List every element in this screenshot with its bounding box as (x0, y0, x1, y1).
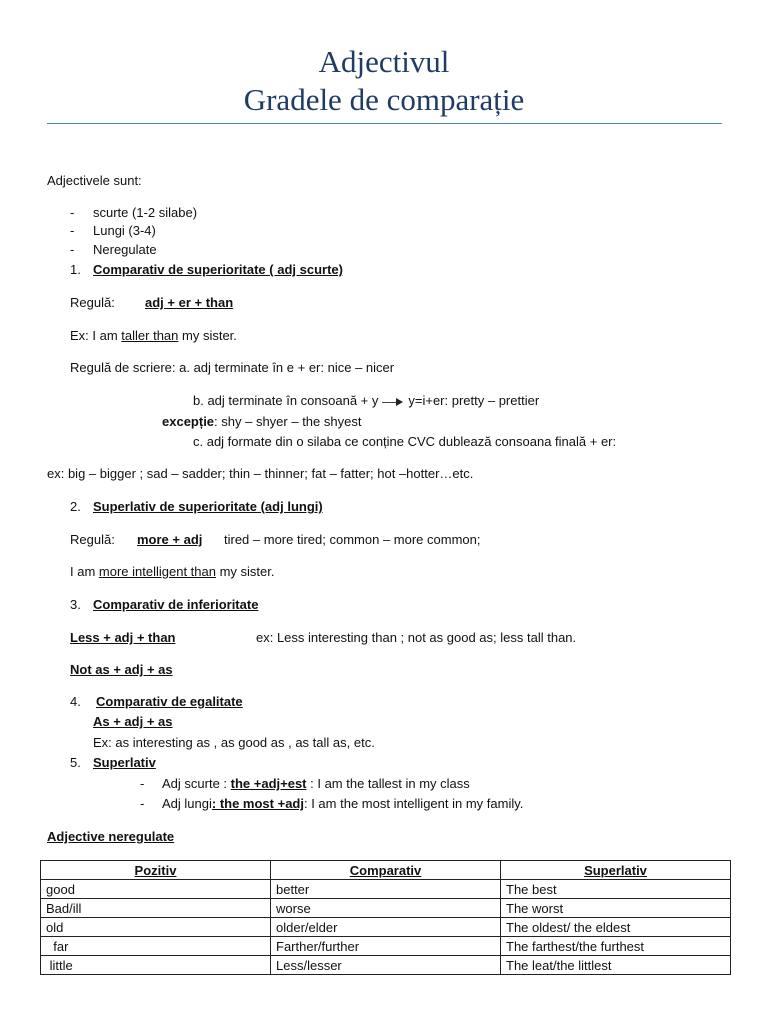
table-header-row (41, 861, 731, 880)
intro-text: Adjectivele sunt: (47, 173, 142, 188)
example-words: Ex: as interesting as , as good as , as tall as, etc. (93, 735, 375, 750)
rule-label: Regulă: (70, 532, 115, 547)
list-bullet: - (70, 205, 75, 220)
list-bullet: - (140, 776, 145, 791)
table-title: Adjective neregulate (47, 829, 175, 844)
section-heading: Comparativ de egalitate (96, 694, 243, 709)
list-item: Adj lungi: the most +adj: I am the most intelligent in my family. (162, 796, 524, 811)
irregular-adjectives-table (40, 860, 731, 975)
example-words: tired – more tired; common – more common; (224, 532, 481, 547)
table-cell: good (41, 880, 271, 899)
rule-formula: Less + adj + than (70, 630, 176, 645)
spelling-rule-b: b. adj terminate în consoană + y y=i+er: pretty – prettier (193, 393, 540, 408)
table-row (41, 937, 731, 956)
spelling-rule-c: c. adj formate din o silaba ce conține CVC dublează consoana finală + er: (193, 434, 617, 449)
section-number: 5. (70, 755, 81, 770)
section-heading: Superlativ de superioritate (adj lungi) (93, 499, 323, 514)
table-cell: The best (501, 880, 731, 899)
section-number: 4. (70, 694, 81, 709)
list-bullet: - (70, 223, 75, 238)
table-cell: old (41, 918, 271, 937)
arrow-right-icon (382, 397, 404, 407)
list-bullet: - (70, 242, 75, 257)
table-cell: Bad/ill (41, 899, 271, 918)
example-sentence: I am more intelligent than my sister. (70, 564, 275, 579)
rule-label: Regulă: (70, 295, 115, 310)
table-cell: older/elder (271, 918, 501, 937)
section-heading: Comparativ de superioritate ( adj scurte) (93, 262, 343, 277)
exception-note: excepție: shy – shyer – the shyest (162, 414, 362, 429)
section-number: 1. (70, 262, 81, 277)
section-number: 2. (70, 499, 81, 514)
title-divider (47, 123, 722, 124)
rule-formula: As + adj + as (93, 714, 173, 729)
rule-formula: adj + er + than (145, 295, 234, 310)
section-heading: Comparativ de inferioritate (93, 597, 259, 612)
table-cell: The oldest/ the eldest (501, 918, 731, 937)
section-heading: Superlativ (93, 755, 156, 770)
table-row (41, 918, 731, 937)
table-cell: far (41, 937, 271, 956)
table-cell: The leat/the littlest (501, 956, 731, 975)
column-header: Comparativ (271, 861, 501, 880)
table-cell: The worst (501, 899, 731, 918)
section-number: 3. (70, 597, 81, 612)
table-cell: The farthest/the furthest (501, 937, 731, 956)
list-bullet: - (140, 796, 145, 811)
table-cell: Less/lesser (271, 956, 501, 975)
rule-formula: Not as + adj + as (70, 662, 173, 677)
list-item: Neregulate (93, 242, 157, 257)
example-words: ex: Less interesting than ; not as good as; less tall than. (256, 630, 577, 645)
table-cell: worse (271, 899, 501, 918)
page-title: Adjectivul (318, 44, 450, 79)
column-header: Superlativ (501, 861, 731, 880)
page-subtitle: Gradele de comparație (243, 82, 525, 117)
column-header: Pozitiv (41, 861, 271, 880)
table-row (41, 956, 731, 975)
spelling-rule-a: Regulă de scriere: a. adj terminate în e + er: nice – nicer (70, 360, 395, 375)
rule-formula: more + adj (137, 532, 203, 547)
list-item: Lungi (3-4) (93, 223, 156, 238)
table-row (41, 880, 731, 899)
table-row (41, 899, 731, 918)
table-cell: Farther/further (271, 937, 501, 956)
example-words: ex: big – bigger ; sad – sadder; thin – thinner; fat – fatter; hot –hotter…etc. (47, 466, 474, 481)
example-sentence: Ex: I am taller than my sister. (70, 328, 237, 343)
table-cell: little (41, 956, 271, 975)
list-item: Adj scurte : the +adj+est : I am the tallest in my class (162, 776, 470, 791)
list-item: scurte (1-2 silabe) (93, 205, 198, 220)
table-cell: better (271, 880, 501, 899)
